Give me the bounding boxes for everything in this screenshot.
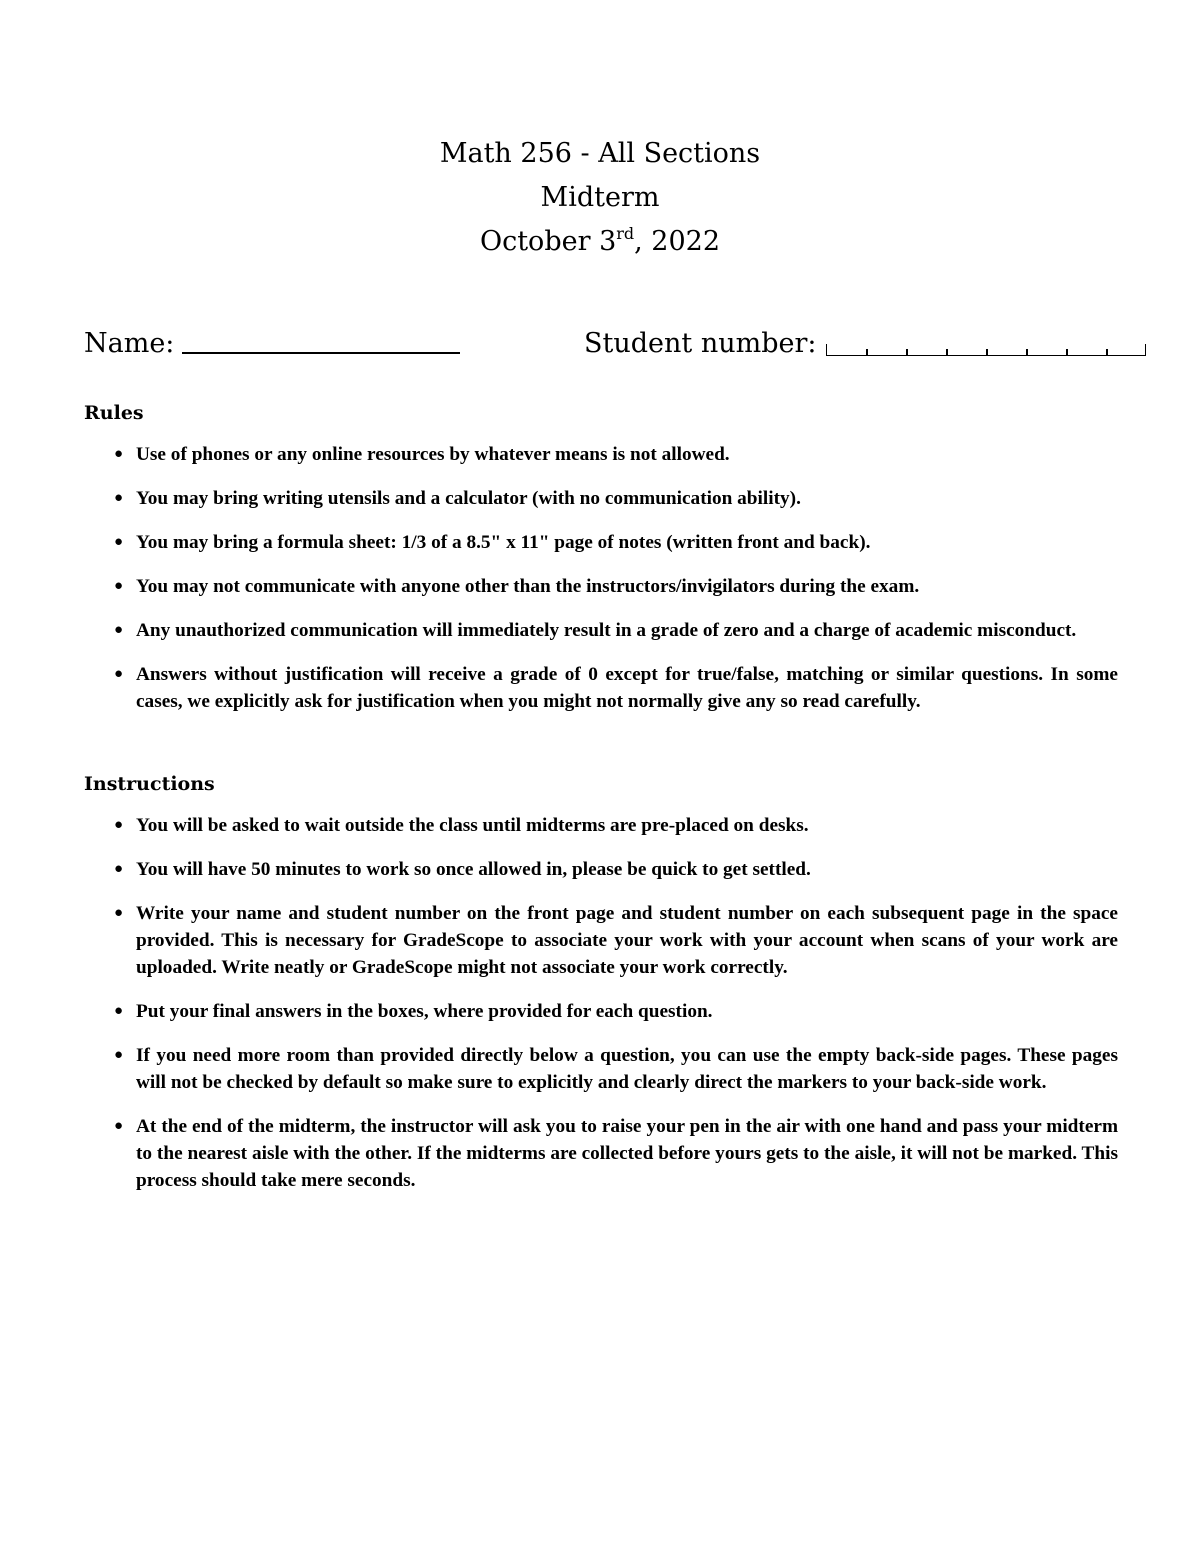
rule-item: ● You may bring writing utensils and a calculator (with no communication ability). [114, 485, 1118, 512]
course-title: Math 256 - All Sections [439, 138, 761, 169]
sn-divider [906, 349, 908, 355]
bullet-icon: ● [114, 578, 124, 594]
instruction-item: ● Put your final answers in the boxes, where provided for each question. [114, 998, 1118, 1025]
instruction-item: ● Write your name and student number on the front page and student number on each subsequent page in the space provided. This is necessary for GradeScope to associate your work with your account when scans of your work are uploaded. Write neatly or GradeScope might not associate your work correctly. [114, 900, 1118, 981]
bullet-icon: ● [114, 1047, 124, 1063]
exam-title: Midterm [540, 182, 660, 213]
rule-item: ● You may bring a formula sheet: 1/3 of a 8.5" x 11" page of notes (written front and back). [114, 529, 1118, 556]
sn-divider [986, 349, 988, 355]
rule-item: ● You may not communicate with anyone other than the instructors/invigilators during the exam. [114, 573, 1118, 600]
bullet-icon: ● [114, 534, 124, 550]
sn-divider [866, 349, 868, 355]
rules-heading: Rules [84, 402, 144, 424]
bullet-icon: ● [114, 666, 124, 682]
instructions-list [114, 812, 1118, 1211]
date-prefix: October 3 [479, 226, 617, 257]
name-label: Name: [84, 328, 175, 359]
sn-divider [1066, 349, 1068, 355]
bullet-icon: ● [114, 817, 124, 833]
sn-divider [1106, 349, 1108, 355]
instruction-item: ● If you need more room than provided directly below a question, you can use the empty back-side pages. These pages will not be checked by default so make sure to explicitly and clearly direct the markers to your back-side work. [114, 1042, 1118, 1096]
bullet-icon: ● [114, 622, 124, 638]
sn-divider [946, 349, 948, 355]
instruction-item: ● You will have 50 minutes to work so once allowed in, please be quick to get settled. [114, 856, 1118, 883]
exam-date [0, 220, 1200, 264]
bullet-icon: ● [114, 446, 124, 462]
instructions-heading: Instructions [84, 773, 215, 795]
bullet-icon: ● [114, 490, 124, 506]
rule-item: ● Answers without justification will receive a grade of 0 except for true/false, matching or similar questions. In some cases, we explicitly ask for justification when you might not normally give any so read carefully. [114, 661, 1118, 715]
name-blank[interactable] [182, 326, 460, 354]
bullet-icon: ● [114, 905, 124, 921]
instruction-item: ● You will be asked to wait outside the class until midterms are pre-placed on desks. [114, 812, 1118, 839]
bullet-icon: ● [114, 1118, 124, 1134]
rule-item: ● Any unauthorized communication will immediately result in a grade of zero and a charge of academic misconduct. [114, 617, 1118, 644]
instruction-item: ● At the end of the midterm, the instructor will ask you to raise your pen in the air with one hand and pass your midterm to the nearest aisle with the other. If the midterms are collected before yours gets to the aisle, it will not be marked. This process should take mere seconds. [114, 1113, 1118, 1194]
bullet-icon: ● [114, 861, 124, 877]
student-number-field [584, 326, 1146, 362]
date-ordinal: rd [616, 224, 635, 243]
bullet-icon: ● [114, 1003, 124, 1019]
exam-header [0, 132, 1200, 264]
student-number-label: Student number: [584, 328, 817, 359]
date-year: , 2022 [634, 226, 721, 257]
sn-divider [1026, 349, 1028, 355]
rules-list [114, 441, 1118, 732]
student-number-boxes[interactable] [826, 344, 1146, 356]
rule-item: ● Use of phones or any online resources by whatever means is not allowed. [114, 441, 1118, 468]
name-field [84, 326, 460, 362]
